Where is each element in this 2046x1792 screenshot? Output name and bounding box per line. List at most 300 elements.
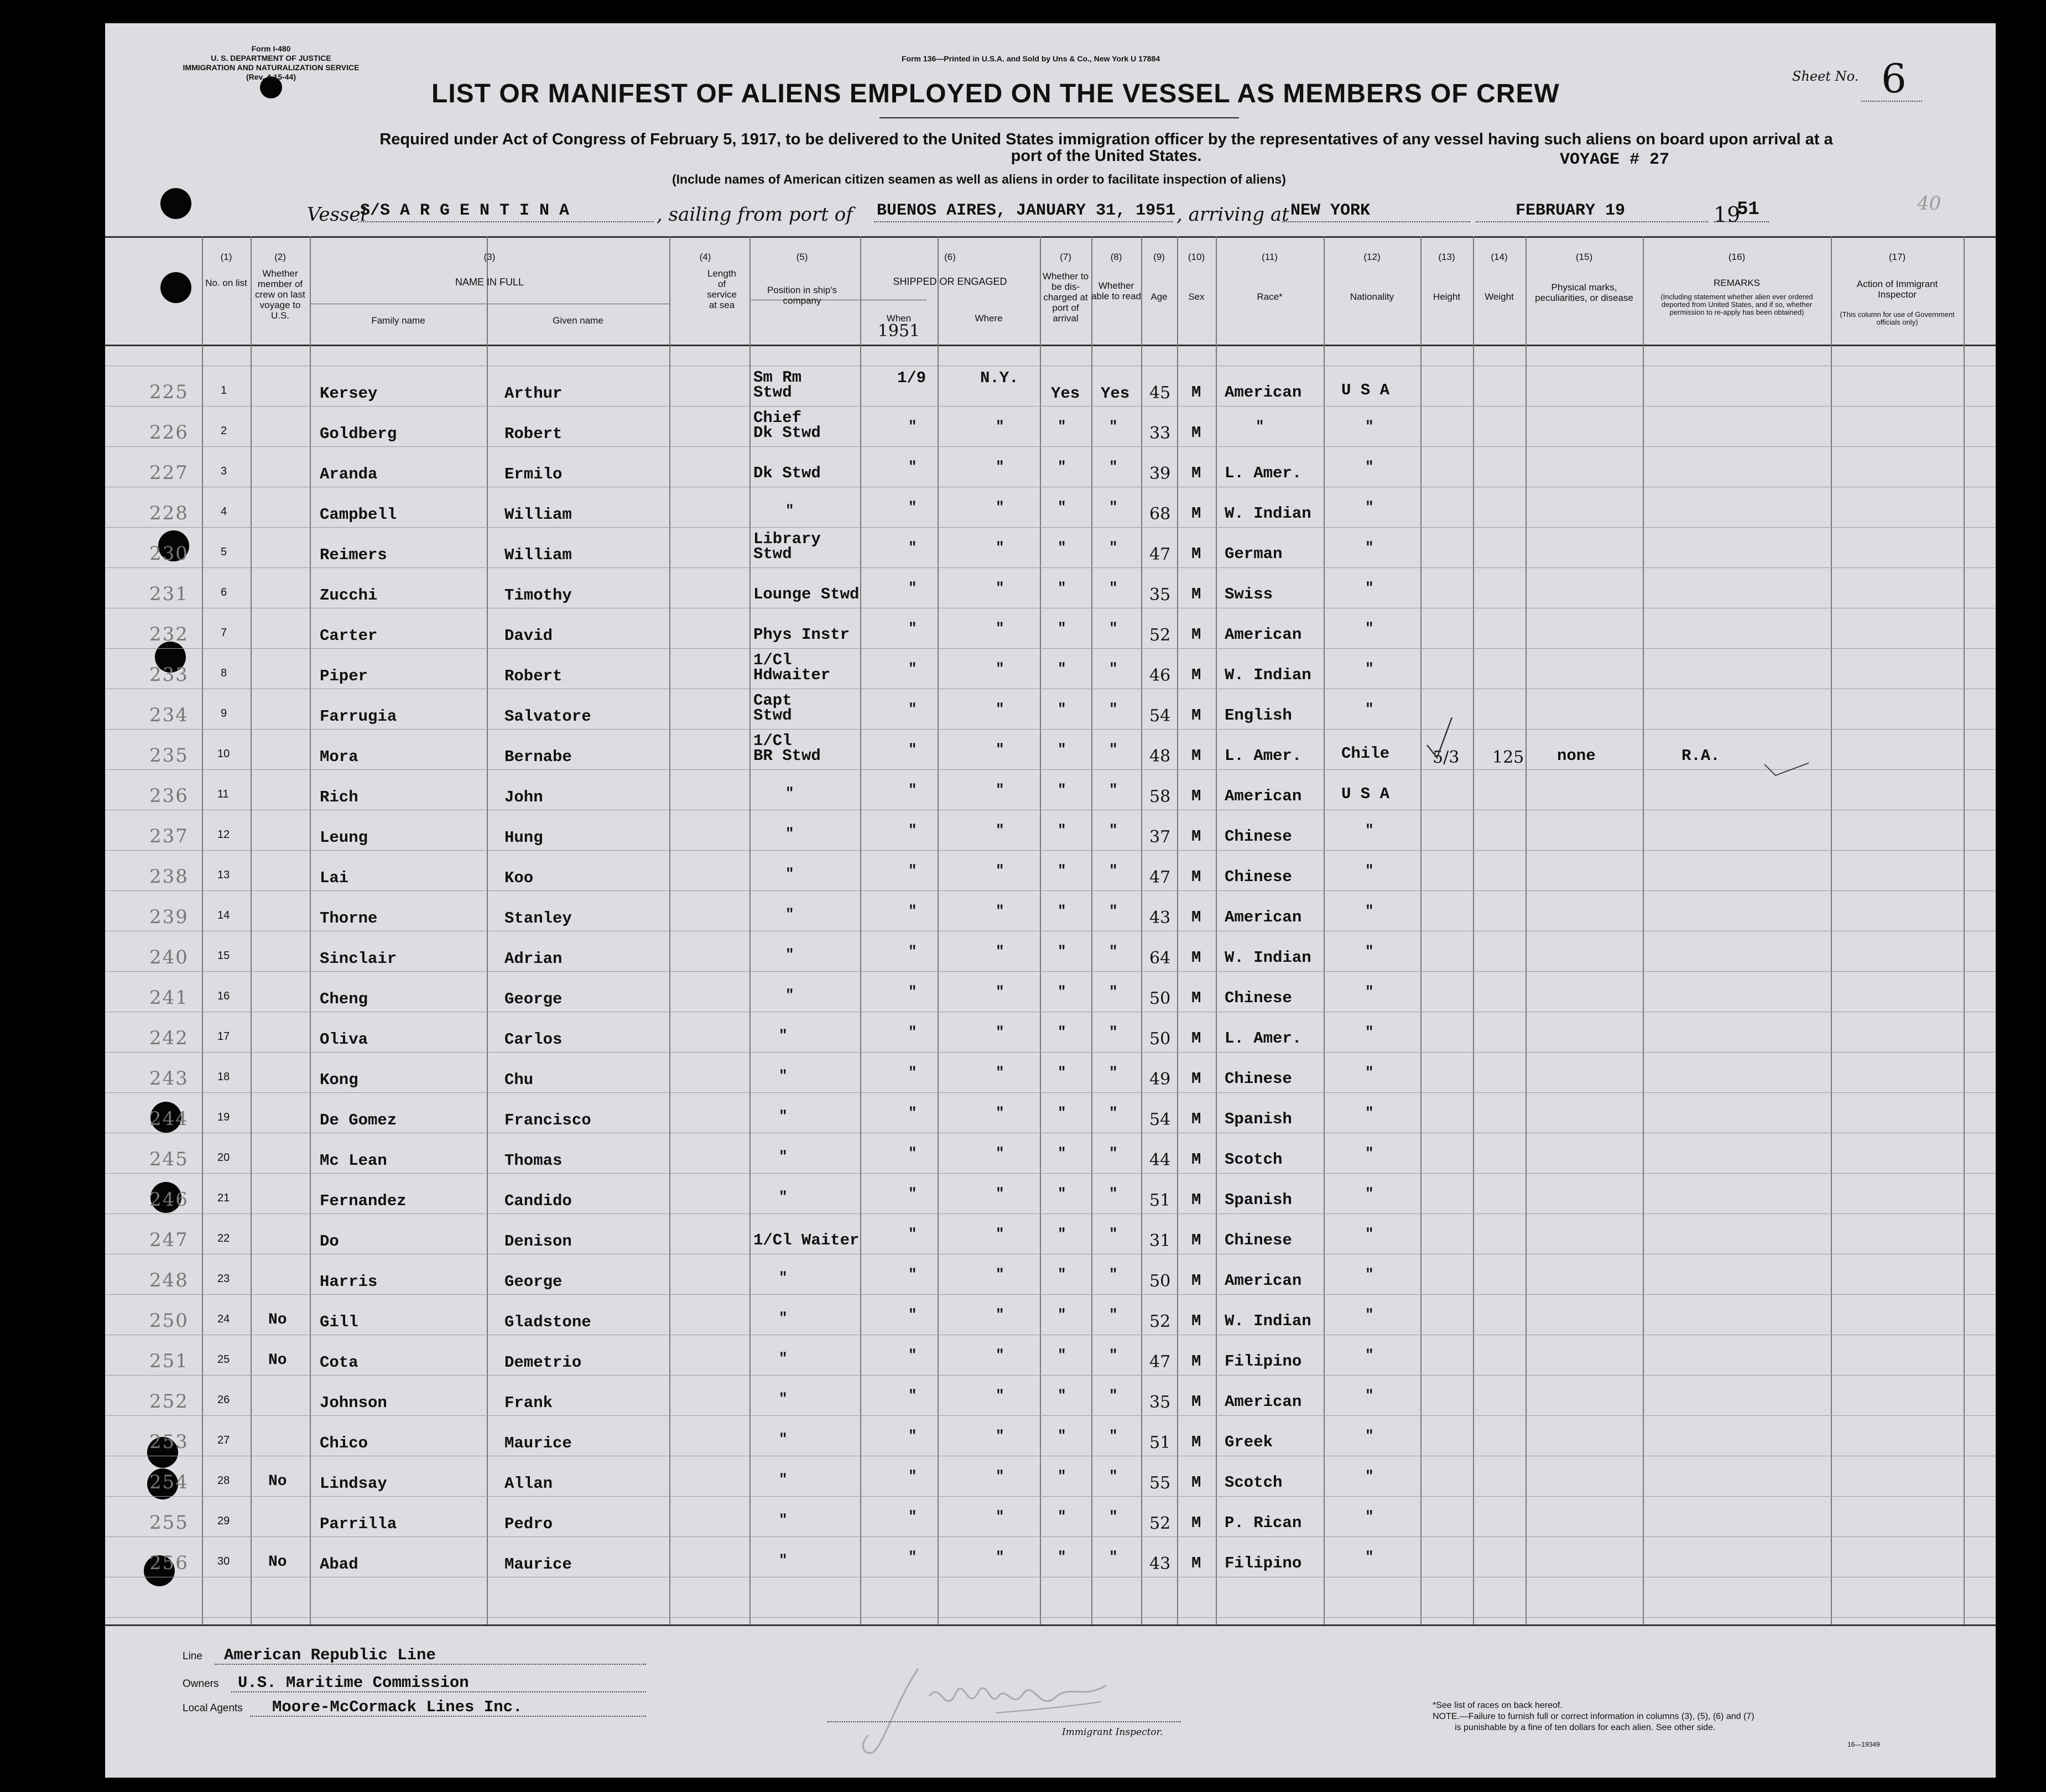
row-family-name: Abad [320,1555,358,1574]
row-family-name: Mc Lean [320,1152,387,1170]
row-shipped-when: " [908,1064,917,1081]
row-sex: M [1191,1312,1201,1330]
row-given-name: Chu [504,1071,534,1089]
row-list-number: 10 [217,748,230,760]
row-race: Spanish [1225,1191,1292,1209]
col-3-num: (3) [483,252,496,262]
row-sequence-number: 226 [149,421,189,444]
row-sequence-number: 245 [149,1148,189,1170]
col-16-label: REMARKS [1713,278,1761,288]
row-position-ditto: " [779,1148,788,1165]
row-given-name: Adrian [504,950,563,968]
col-1-num: (1) [220,252,232,262]
row-shipped-where: " [996,1549,1004,1565]
row-given-name: Carlos [504,1030,563,1049]
row-nationality: " [1365,1508,1374,1525]
row-sequence-number: 233 [149,664,189,686]
row-list-number: 20 [217,1152,230,1164]
row-discharged: " [1058,1428,1066,1444]
row-race: Chinese [1225,989,1292,1007]
row-able-to-read: " [1109,1145,1118,1161]
row-shipped-where: " [996,1428,1004,1444]
row-sex: M [1191,1514,1201,1532]
sheet-number: 6 [1881,55,1907,102]
row-list-number: 12 [217,829,230,841]
row-position-line2: Stwd [753,706,792,725]
row-able-to-read: " [1109,539,1118,556]
row-race: English [1225,706,1292,725]
row-sex: M [1191,949,1201,967]
row-nationality: " [1365,1064,1374,1081]
col-15-num: (15) [1575,252,1593,262]
row-family-name: Piper [320,667,368,685]
row-sex: M [1191,1433,1201,1451]
row-rule [105,971,1996,972]
row-shipped-when: " [908,1185,917,1202]
row-sequence-number: 237 [149,825,189,847]
row-position-ditto: " [785,987,794,1003]
row-race: American [1225,1272,1302,1290]
row-discharged: " [1058,1185,1066,1202]
row-position-ditto: " [785,825,794,842]
row-list-number: 22 [217,1232,230,1244]
row-given-name: Thomas [504,1152,563,1170]
row-list-number: 6 [221,586,227,598]
row-age: 31 [1149,1231,1171,1251]
row-family-name: De Gomez [320,1111,397,1129]
row-age: 35 [1149,585,1171,605]
row-position: Dk Stwd [753,464,821,482]
row-position-line2: BR Stwd [753,747,821,765]
row-race: German [1225,545,1283,563]
row-given-name: Bernabe [504,748,572,766]
row-race: Scotch [1225,1150,1283,1169]
row-age: 49 [1149,1070,1171,1089]
vessel-line [307,199,1966,232]
row-discharged: " [1058,701,1066,717]
row-rule [105,1173,1996,1174]
row-family-name: Parrilla [320,1515,397,1533]
row-sex: M [1191,787,1201,805]
row-shipped-where: " [996,1387,1004,1404]
row-age: 35 [1149,1393,1171,1412]
col-17-note: (This column for use of Government officials only) [1840,310,1955,326]
col-4-label: Length of service at sea [707,268,737,310]
row-given-name: John [504,788,543,806]
row-position-ditto: " [779,1431,788,1447]
row-race: L. Amer. [1225,464,1302,482]
row-family-name: Sinclair [320,950,397,968]
inspector-signature [852,1658,1139,1768]
row-given-name: William [504,506,572,524]
row-discharged: " [1058,1266,1066,1283]
row-able-to-read: " [1109,782,1118,798]
column-rule [1831,236,1832,1624]
column-rule [1040,236,1041,1624]
row-age: 39 [1149,464,1171,483]
row-position-ditto: " [785,502,794,519]
row-position-ditto: " [779,1471,788,1488]
row-family-name: Mora [320,748,358,766]
row-shipped-when: " [908,1024,917,1040]
row-discharged: " [1058,983,1066,1000]
row-shipped-when: " [908,822,917,838]
col-13-label: Height [1433,291,1461,302]
row-family-name: Zucchi [320,586,378,605]
row-age: 43 [1149,1554,1171,1574]
row-nationality: " [1365,499,1374,515]
row-sex: M [1191,1231,1201,1249]
row-sequence-number: 244 [149,1108,189,1130]
row-age: 51 [1149,1433,1171,1452]
row-list-number: 28 [217,1475,230,1487]
row-list-number: 15 [217,950,230,962]
row-shipped-when: " [908,459,917,475]
row-nationality: " [1365,1549,1374,1565]
row-sequence-number: 225 [149,381,189,403]
row-sequence-number: 240 [149,946,189,968]
instructions-line-2: port of the United States. [1011,147,1202,165]
row-discharged: " [1058,1105,1066,1121]
row-shipped-when: " [908,660,917,677]
row-family-name: Cota [320,1353,358,1372]
inspector-label: Immigrant Inspector. [1062,1727,1163,1738]
row-shipped-when: " [908,1145,917,1161]
row-nationality: U S A [1341,785,1390,803]
row-nationality: " [1365,1428,1374,1444]
col-6-label: SHIPPED OR ENGAGED [893,276,1007,287]
arriving-at: NEW YORK [1290,201,1371,220]
row-race: L. Amer. [1225,1029,1302,1048]
title-rule [879,117,1239,118]
row-shipped-where: " [996,499,1004,515]
row-shipped-when: " [908,418,917,435]
row-able-to-read: " [1109,660,1118,677]
row-shipped-where: " [996,1064,1004,1081]
row-rule [105,567,1996,568]
row-shipped-where: " [996,1024,1004,1040]
row-list-number: 30 [217,1555,230,1567]
row-family-name: Johnson [320,1394,387,1412]
row-sex: M [1191,1029,1201,1048]
penalty-note-cont: is punishable by a fine of ten dollars for each alien. See other side. [1455,1723,1716,1732]
row-sex: M [1191,1070,1201,1088]
row-shipped-where: " [996,1185,1004,1202]
form-number: Form I-480 [251,44,291,53]
row-able-to-read: " [1109,1387,1118,1404]
row-sequence-number: 234 [149,704,189,726]
row-nationality: " [1365,1266,1374,1283]
row-list-number: 2 [221,425,227,437]
row-sequence-number: 242 [149,1027,189,1049]
row-discharged: " [1058,620,1066,637]
inspector-signature-line [827,1721,1181,1722]
row-family-name: Kersey [320,384,378,403]
row-given-name: Pedro [504,1515,553,1533]
row-age: 48 [1149,747,1171,766]
row-age: 68 [1149,504,1171,524]
row-discharged: " [1058,822,1066,838]
row-position-ditto: " [779,1067,788,1084]
footer-carrier-block [183,1638,791,1749]
row-position-line2: Stwd [753,383,792,402]
row-last-voyage: No [268,1554,287,1571]
row-discharged: " [1058,418,1066,435]
row-rule [105,1536,1996,1537]
row-race: Spanish [1225,1110,1292,1128]
row-shipped-where: " [996,1468,1004,1484]
row-sequence-number: 254 [149,1471,189,1493]
row-able-to-read: " [1109,1064,1118,1081]
row-sex: M [1191,424,1201,442]
row-shipped-when: " [908,943,917,960]
row-able-to-read: " [1109,1266,1118,1283]
row-age: 50 [1149,989,1171,1008]
column-rule [860,236,861,1624]
row-shipped-where: " [996,660,1004,677]
row-shipped-where: " [996,1226,1004,1242]
row-able-to-read: " [1109,822,1118,838]
row-sequence-number: 247 [149,1229,189,1251]
row-given-name: George [504,1273,563,1291]
row-shipped-where: " [996,782,1004,798]
row-nationality: " [1365,580,1374,596]
row-nationality: " [1365,1145,1374,1161]
row-position-line1: Library [753,530,821,548]
row-family-name: Oliva [320,1030,368,1049]
col-2-label: Whether member of crew on last voyage to U.S. [255,268,305,321]
row-list-number: 27 [217,1434,230,1446]
row-list-number: 11 [217,788,229,800]
row-race: American [1225,626,1302,644]
col-5-label: Position in ship's company [767,285,837,306]
row-position: 1/Cl Waiter [753,1231,860,1249]
row-sex: M [1191,545,1201,563]
row-race: Filipino [1225,1554,1302,1572]
row-shipped-where: " [996,1266,1004,1283]
row-list-number: 24 [217,1313,230,1325]
row-age: 47 [1149,1352,1171,1372]
row-rule [105,890,1996,891]
row-list-number: 18 [217,1071,230,1083]
row-family-name: Lai [320,869,349,887]
col-8-num: (8) [1110,252,1122,262]
row-sequence-number: 243 [149,1067,189,1090]
service-name: IMMIGRATION AND NATURALIZATION SERVICE [183,63,360,72]
row-position-ditto: " [779,1310,788,1326]
row-sequence-number: 239 [149,906,189,928]
row-family-name: Fernandez [320,1192,407,1210]
row-given-name: Ermilo [504,465,563,483]
row-nationality: Chile [1341,744,1390,763]
column-rule [1964,236,1965,1624]
row-list-number: 16 [217,990,230,1002]
row-discharged: " [1058,903,1066,919]
row-given-name: Stanley [504,909,572,928]
page-mark: 40 [1917,192,1941,215]
row-discharged: " [1058,459,1066,475]
row-shipped-when: " [908,499,917,515]
row-sequence-number: 236 [149,785,189,807]
row-rule [105,1415,1996,1416]
row-discharged: " [1058,862,1066,879]
row-discharged: " [1058,1347,1066,1363]
row-shipped-where: " [996,1508,1004,1525]
row-rule [105,446,1996,447]
footer-notes [1433,1700,1755,1733]
row-position-ditto: " [779,1512,788,1528]
row-race: Chinese [1225,1070,1292,1088]
col-11-label: Race* [1257,291,1283,302]
row-nationality: U S A [1341,381,1390,399]
row-age: 52 [1149,626,1171,645]
row-discharged: " [1058,1064,1066,1081]
row-shipped-where: " [996,418,1004,435]
row-able-to-read: " [1109,459,1118,475]
column-rule [1643,236,1644,1624]
row-list-number: 13 [217,869,230,881]
row-sex: M [1191,1272,1201,1290]
row-position-ditto: " [785,785,794,801]
row-sequence-number: 246 [149,1189,189,1211]
row-able-to-read: " [1109,580,1118,596]
row-sex: M [1191,585,1201,603]
column-rule [1324,236,1325,1624]
row-given-name: George [504,990,563,1008]
printer-line: Form 136—Printed in U.S.A. and Sold by Uns & Co., New York U 17884 [902,54,1160,63]
local-agents-label: Local Agents [183,1702,243,1714]
row-discharged: " [1058,1024,1066,1040]
header-bottom-rule [105,345,1996,346]
col-16-num: (16) [1728,252,1746,262]
col-17-num: (17) [1888,252,1906,262]
owners-value: U.S. Maritime Commission [238,1674,469,1692]
row-able-to-read: " [1109,741,1118,758]
instructions-line-3: (Include names of American citizen seamen as well as aliens in order to facilitate inspection of aliens) [672,172,1286,186]
row-list-number: 17 [217,1030,230,1043]
column-rule [251,236,252,1624]
row-age: 55 [1149,1473,1171,1493]
row-position-ditto: " [785,906,794,923]
row-discharged: " [1058,539,1066,556]
row-race: Scotch [1225,1473,1283,1492]
row-nationality: " [1365,459,1374,475]
punch-hole [160,272,191,303]
row-shipped-when: " [908,1266,917,1283]
row-rule [105,527,1996,528]
col-12-num: (12) [1363,252,1381,262]
row-age: 54 [1149,706,1171,726]
row-shipped-where: " [996,1145,1004,1161]
row-age: 51 [1149,1191,1171,1210]
row-family-name: Kong [320,1071,358,1089]
row-able-to-read: " [1109,1508,1118,1525]
row-position-line1: Chief [753,409,802,427]
col-6-where-header: Where [975,313,1003,324]
row-shipped-when: " [908,1347,917,1363]
column-rule [1526,236,1527,1624]
row-position: Lounge Stwd [753,585,860,603]
row-sex: M [1191,1191,1201,1209]
row-age: 47 [1149,868,1171,887]
local-agents-value: Moore-McCormack Lines Inc. [272,1698,523,1716]
row-list-number: 19 [217,1111,230,1123]
row-race: American [1225,908,1302,926]
row-discharged: Yes [1051,384,1080,403]
row-nationality: " [1365,822,1374,838]
row-sequence-number: 252 [149,1390,189,1413]
row-discharged: " [1058,660,1066,677]
row-given-name: Gladstone [504,1313,591,1331]
row-rule [105,1052,1996,1053]
row-given-name: Frank [504,1394,553,1412]
column-rule [1141,236,1142,1624]
row-position-ditto: " [785,946,794,963]
row-family-name: Do [320,1232,339,1251]
row-discharged: " [1058,1145,1066,1161]
row-age: 33 [1149,424,1171,443]
row-age: 37 [1149,827,1171,847]
row-given-name: Maurice [504,1555,572,1574]
row-sex: M [1191,383,1201,402]
row-shipped-when: " [908,1105,917,1121]
row-family-name: Harris [320,1273,378,1291]
row-sequence-number: 255 [149,1512,189,1534]
line-value: American Republic Line [224,1646,436,1664]
row-sequence-number: 230 [149,543,189,565]
row-shipped-when: " [908,580,917,596]
penalty-note: NOTE.—Failure to furnish full or correct information in columns (3), (5), (6) and (7) [1433,1712,1755,1721]
row-able-to-read: " [1109,1226,1118,1242]
row-shipped-when: " [908,701,917,717]
checkmark-icon [1422,715,1809,781]
row-sex: M [1191,1110,1201,1128]
row-race: Chinese [1225,1231,1292,1249]
row-list-number: 7 [221,627,227,639]
row-race: Swiss [1225,585,1273,603]
column-rule [1420,236,1422,1624]
row-nationality: " [1365,1185,1374,1202]
row-able-to-read: " [1109,1428,1118,1444]
row-able-to-read: " [1109,983,1118,1000]
arrival-date: FEBRUARY 19 [1516,201,1626,220]
row-shipped-when: " [908,782,917,798]
column-rule [669,236,670,1624]
row-given-name: Salvatore [504,707,591,726]
row-last-voyage: No [268,1473,287,1490]
owners-label: Owners [183,1678,219,1690]
vessel-label: Vessel [307,204,367,226]
row-shipped-where: N.Y. [980,369,1019,387]
row-list-number: 26 [217,1394,230,1406]
row-given-name: Hung [504,829,543,847]
line-label: Line [183,1650,202,1662]
row-position-line2: Stwd [753,545,792,563]
row-list-number: 4 [221,506,227,518]
row-position-ditto: " [779,1552,788,1569]
sheet-label: Sheet No. [1792,69,1859,84]
row-sequence-number: 256 [149,1552,189,1574]
row-age: 45 [1149,383,1171,403]
row-able-to-read: Yes [1101,384,1130,403]
row-rule [105,1496,1996,1497]
col-10-num: (10) [1188,252,1205,262]
row-rule [105,1213,1996,1214]
form-id-block [183,44,360,82]
sailing-label: , sailing from port of [657,204,853,226]
row-race: American [1225,383,1302,402]
row-list-number: 23 [217,1273,230,1285]
